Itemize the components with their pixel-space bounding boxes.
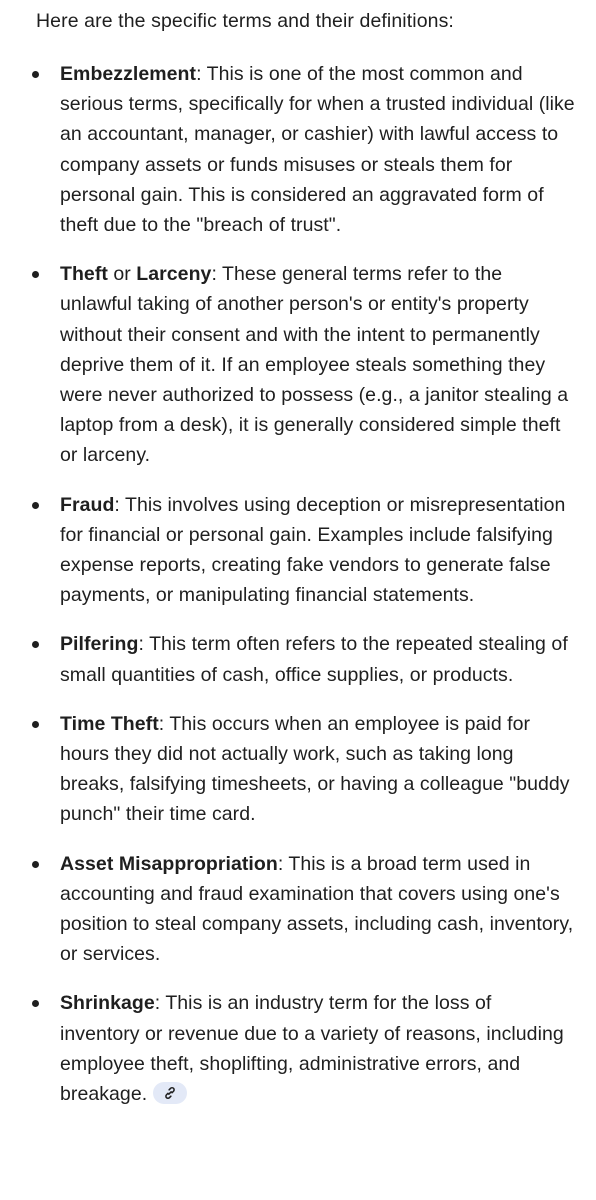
- term-name: Asset Misappropriation: [60, 852, 278, 875]
- term-name: Fraud: [60, 493, 115, 516]
- list-item: [36, 59, 576, 240]
- term-definition: This occurs when an employee is paid for hours they did not actually work, such as taking long breaks, falsifying timesheets, or having a colleague "buddy punch" their time card.: [60, 712, 570, 826]
- bullet: [32, 271, 39, 278]
- term-definition: These general terms refer to the unlawful taking of another person's or entity's property without their consent and with the intent to permanently deprive them of it. If an employee steals something they were never authorized to possess (e.g., a janitor stealing a laptop from a desk), it is generally considered simple theft or larceny.: [60, 263, 569, 467]
- term-definition: This involves using deception or misrepresentation for financial or personal gain. Examples include falsifying expense reports, creating fake vendors to generate false payments, or manipulating financial statements.: [60, 493, 566, 607]
- term-name-alt: Larceny: [136, 263, 212, 286]
- terms-list: [36, 59, 576, 1109]
- list-item: [36, 259, 576, 470]
- bullet: [32, 641, 39, 648]
- term-separator: :: [277, 852, 289, 875]
- term-separator: :: [114, 493, 126, 516]
- list-item: [36, 490, 576, 611]
- bullet: [32, 721, 39, 728]
- bullet: [32, 71, 39, 78]
- term-separator: :: [158, 712, 170, 735]
- link-icon: [163, 1086, 177, 1100]
- source-link-chip[interactable]: [153, 1082, 187, 1104]
- term-name: Theft: [60, 263, 108, 286]
- bullet: [32, 861, 39, 868]
- term-separator: :: [211, 263, 223, 286]
- list-item: [36, 629, 576, 689]
- term-name: Embezzlement: [60, 63, 197, 85]
- list-item: [36, 849, 576, 970]
- term-separator: :: [196, 63, 207, 85]
- list-item: [36, 709, 576, 830]
- term-separator: :: [138, 633, 150, 656]
- term-definition: This is one of the most common and serious terms, specifically for when a trusted individual (like an accountant, manager, or cashier) with lawful access to company assets or funds misuses or steals them for personal gain. This is considered an aggravated form of theft due to the "breach of trust".: [60, 63, 575, 237]
- term-name: Time Theft: [60, 712, 159, 735]
- intro-text: Here are the specific terms and their definitions:: [36, 10, 454, 32]
- term-name: Pilfering: [60, 633, 139, 656]
- term-definition: This is a broad term used in accounting and fraud examination that covers using one's position to steal company assets, including cash, inventory, or services.: [60, 852, 574, 966]
- term-joiner: or: [107, 263, 137, 286]
- bullet: [32, 502, 39, 509]
- term-definition: This term often refers to the repeated stealing of small quantities of cash, office supplies, or products.: [60, 633, 568, 686]
- term-definition: This is an industry term for the loss of inventory or revenue due to a variety of reasons, including employee theft, shoplifting, administrative errors, and breakage.: [60, 992, 564, 1106]
- bullet: [32, 1000, 39, 1007]
- term-name: Shrinkage: [60, 992, 155, 1015]
- list-item: [36, 988, 576, 1109]
- term-separator: :: [154, 992, 166, 1015]
